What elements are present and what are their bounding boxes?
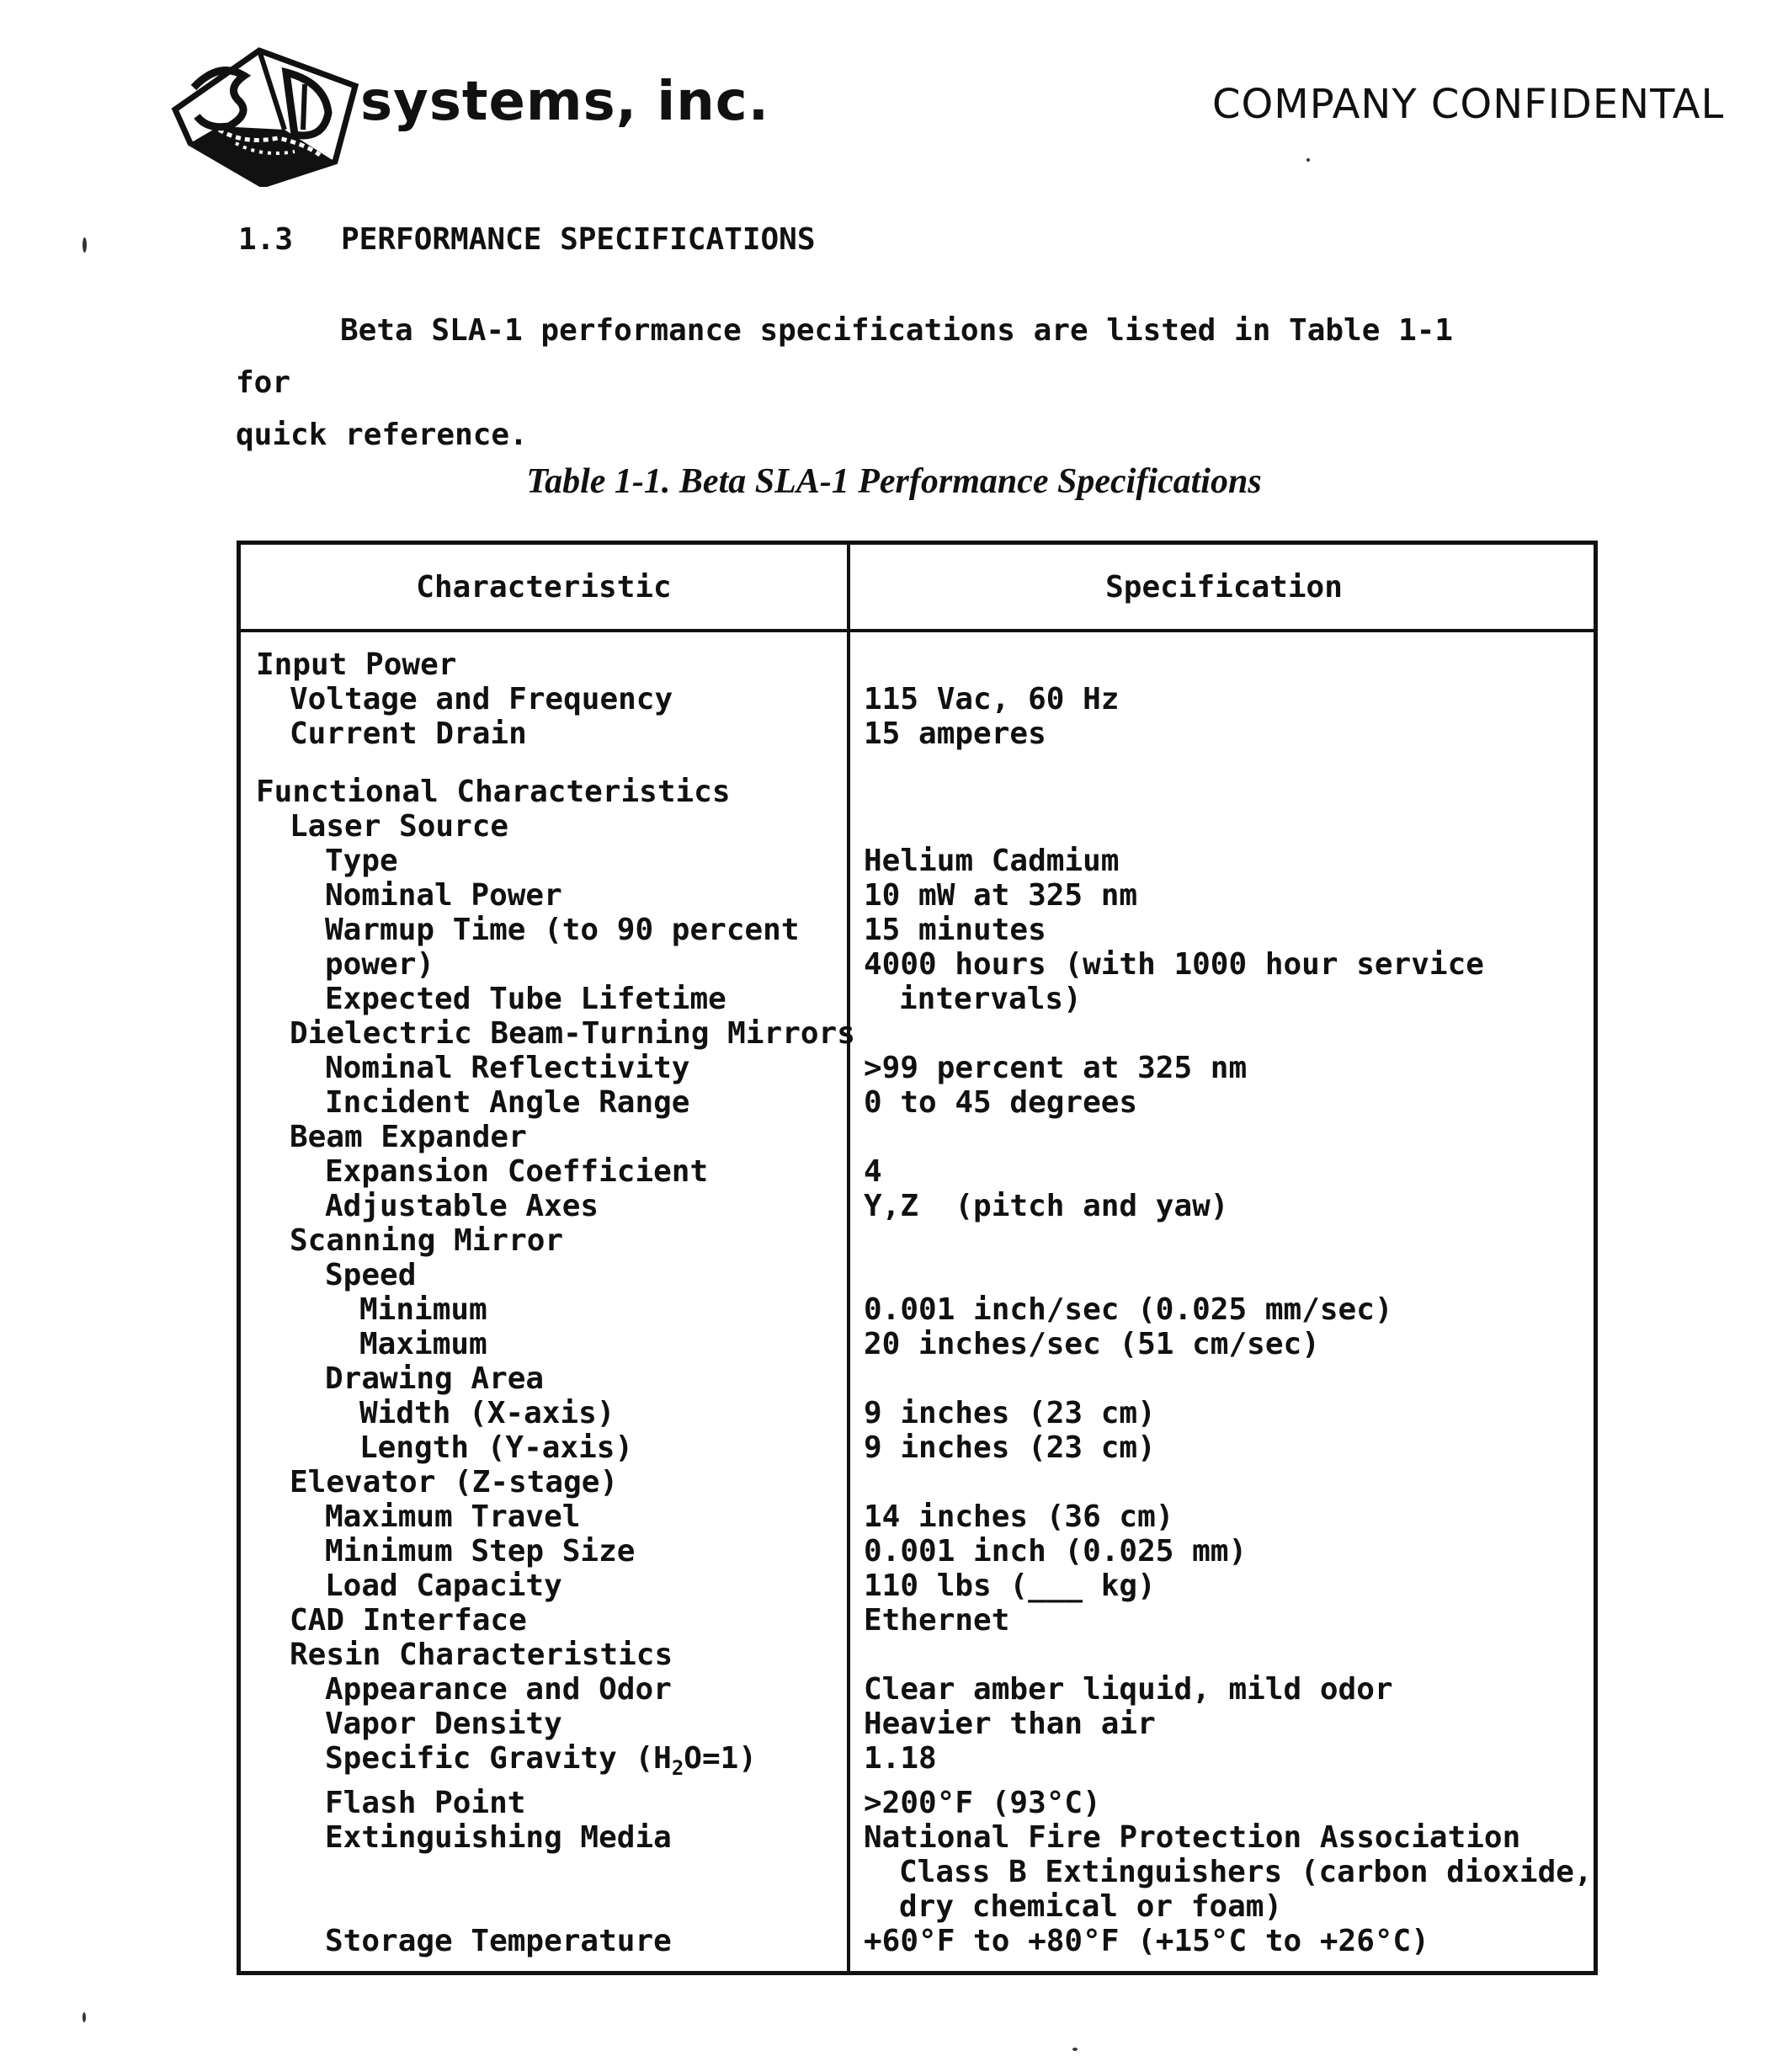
section-title: PERFORMANCE SPECIFICATIONS bbox=[341, 222, 816, 257]
scan-speck bbox=[82, 237, 87, 253]
row-spec bbox=[847, 1638, 1594, 1672]
company-name: systems, inc. bbox=[360, 71, 769, 133]
row-spec: 4 bbox=[847, 1154, 1594, 1189]
row-char: Expected Tube Lifetime bbox=[241, 982, 847, 1016]
row-char: Drawing Area bbox=[241, 1361, 847, 1396]
company-logo bbox=[160, 35, 362, 187]
row-spec bbox=[847, 1258, 1594, 1292]
scan-speck bbox=[1072, 2048, 1078, 2051]
row-spec: 14 inches (36 cm) bbox=[847, 1499, 1594, 1534]
row-char: Beam Expander bbox=[241, 1120, 847, 1154]
section-number: 1.3 bbox=[238, 222, 341, 257]
row-char: CAD Interface bbox=[241, 1603, 847, 1638]
row-char: Resin Characteristics bbox=[241, 1638, 847, 1672]
row-char bbox=[241, 1741, 847, 1786]
header-rule bbox=[241, 629, 1594, 632]
scan-speck bbox=[82, 2012, 86, 2022]
section-heading bbox=[238, 222, 816, 257]
row-char: Laser Source bbox=[241, 809, 847, 844]
scan-speck bbox=[1306, 158, 1310, 162]
row-char: Appearance and Odor bbox=[241, 1672, 847, 1707]
row-spec: +60°F to +80°F (+15°C to +26°C) bbox=[847, 1924, 1594, 1958]
row-spec: 0 to 45 degrees bbox=[847, 1085, 1594, 1120]
row-spec: 20 inches/sec (51 cm/sec) bbox=[847, 1327, 1594, 1361]
row-char: Current Drain bbox=[241, 716, 847, 751]
row-char: Storage Temperature bbox=[241, 1924, 847, 1958]
row-char: Warmup Time (to 90 percent bbox=[241, 913, 847, 947]
row-char: Voltage and Frequency bbox=[241, 682, 847, 716]
row-spec: Heavier than air bbox=[847, 1707, 1594, 1741]
row-char: Dielectric Beam-Turning Mirrors bbox=[241, 1016, 847, 1051]
row-char: Functional Characteristics bbox=[241, 775, 847, 809]
row-char: Maximum Travel bbox=[241, 1499, 847, 1534]
row-char bbox=[241, 1889, 847, 1924]
row-spec bbox=[847, 1120, 1594, 1154]
row-char: Speed bbox=[241, 1258, 847, 1292]
row-char: Minimum bbox=[241, 1292, 847, 1327]
row-spec: >200°F (93°C) bbox=[847, 1786, 1594, 1820]
row-spec: Ethernet bbox=[847, 1603, 1594, 1638]
row-spec: intervals) bbox=[847, 982, 1594, 1016]
subscript-2: 2 bbox=[672, 1756, 684, 1780]
intro-line-1: Beta SLA-1 performance specifications are listed in Table 1-1 for bbox=[236, 313, 1453, 400]
row-spec: 9 inches (23 cm) bbox=[847, 1396, 1594, 1430]
column-header-specification: Specification bbox=[850, 570, 1598, 605]
intro-paragraph bbox=[236, 305, 1498, 461]
row-char: Width (X-axis) bbox=[241, 1396, 847, 1430]
row-spec bbox=[847, 1016, 1594, 1051]
row-char: Incident Angle Range bbox=[241, 1085, 847, 1120]
row-char bbox=[241, 1855, 847, 1889]
row-char: Extinguishing Media bbox=[241, 1820, 847, 1855]
row-char: Length (Y-axis) bbox=[241, 1430, 847, 1465]
row-char-tail: O=1) bbox=[684, 1741, 757, 1776]
row-char: Adjustable Axes bbox=[241, 1189, 847, 1223]
row-spec: 15 amperes bbox=[847, 716, 1594, 751]
row-spec: National Fire Protection Association bbox=[847, 1820, 1594, 1855]
row-spec bbox=[847, 1223, 1594, 1258]
row-spec: 0.001 inch (0.025 mm) bbox=[847, 1534, 1594, 1569]
row-spec: 10 mW at 325 nm bbox=[847, 878, 1594, 913]
row-spec: 1.18 bbox=[847, 1741, 1594, 1786]
row-spec bbox=[847, 1465, 1594, 1499]
row-spec: dry chemical or foam) bbox=[847, 1889, 1594, 1924]
row-spec: >99 percent at 325 nm bbox=[847, 1051, 1594, 1085]
confidential-label: COMPANY CONFIDENTAL bbox=[1212, 81, 1724, 128]
row-char: Elevator (Z-stage) bbox=[241, 1465, 847, 1499]
row-char: Type bbox=[241, 844, 847, 878]
row-spec: Helium Cadmium bbox=[847, 844, 1594, 878]
row-spec bbox=[847, 809, 1594, 844]
row-char: Vapor Density bbox=[241, 1707, 847, 1741]
table-caption: Table 1-1. Beta SLA-1 Performance Specifications bbox=[0, 461, 1788, 502]
row-char: Nominal Power bbox=[241, 878, 847, 913]
row-spec bbox=[847, 775, 1594, 809]
intro-line-2: quick reference. bbox=[236, 409, 1498, 461]
row-spec: 110 lbs (___ kg) bbox=[847, 1569, 1594, 1603]
row-spec bbox=[847, 647, 1594, 682]
row-spec: Clear amber liquid, mild odor bbox=[847, 1672, 1594, 1707]
row-char: Expansion Coefficient bbox=[241, 1154, 847, 1189]
row-char: Scanning Mirror bbox=[241, 1223, 847, 1258]
row-spec: Y,Z (pitch and yaw) bbox=[847, 1189, 1594, 1223]
row-spec: 115 Vac, 60 Hz bbox=[847, 682, 1594, 716]
row-char: Load Capacity bbox=[241, 1569, 847, 1603]
table-body bbox=[241, 647, 1594, 1958]
row-spec: Class B Extinguishers (carbon dioxide, bbox=[847, 1855, 1594, 1889]
row-char: Nominal Reflectivity bbox=[241, 1051, 847, 1085]
row-spec: 15 minutes bbox=[847, 913, 1594, 947]
column-header-characteristic: Characteristic bbox=[241, 570, 847, 605]
row-spec: 0.001 inch/sec (0.025 mm/sec) bbox=[847, 1292, 1594, 1327]
row-char-text: Specific Gravity (H bbox=[325, 1741, 672, 1776]
row-char: Minimum Step Size bbox=[241, 1534, 847, 1569]
row-spec: 4000 hours (with 1000 hour service bbox=[847, 947, 1594, 982]
row-char: Input Power bbox=[241, 647, 847, 682]
row-char: Maximum bbox=[241, 1327, 847, 1361]
row-char: power) bbox=[241, 947, 847, 982]
row-char: Flash Point bbox=[241, 1786, 847, 1820]
performance-spec-table bbox=[237, 541, 1598, 1975]
row-spec bbox=[847, 1361, 1594, 1396]
row-spec: 9 inches (23 cm) bbox=[847, 1430, 1594, 1465]
